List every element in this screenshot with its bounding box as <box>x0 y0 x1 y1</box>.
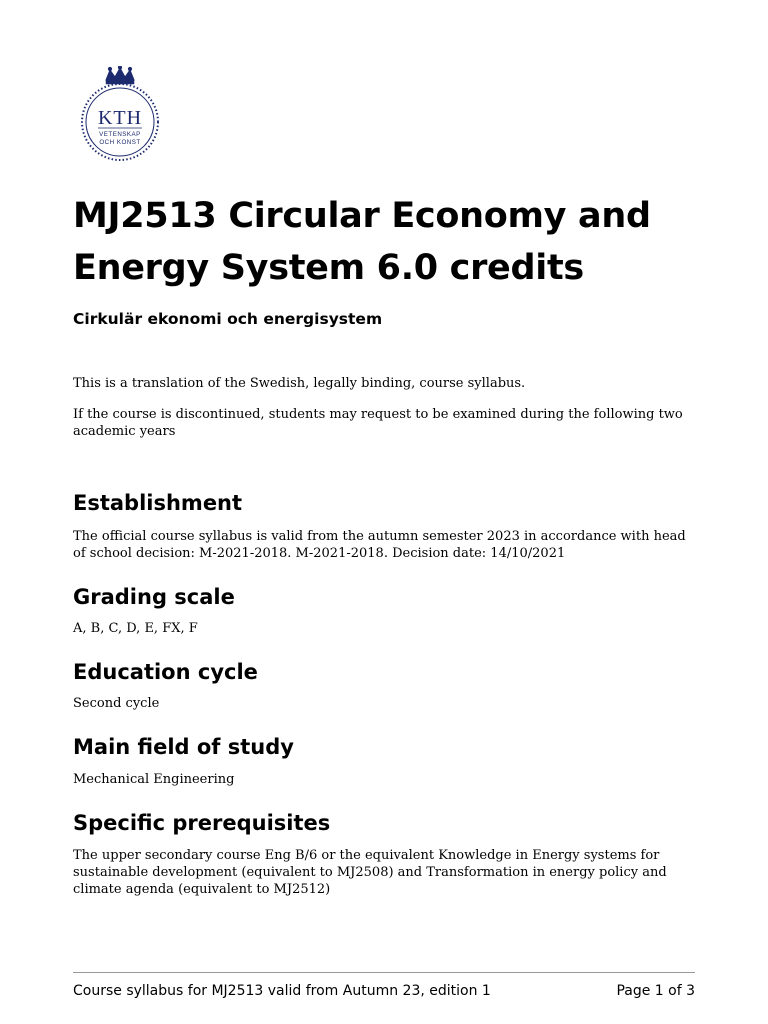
establishment-text: The official course syllabus is valid from the autumn semester 2023 in accordance with head of school decision: M-2021-2018. M-2021-2018. Decision date: 14/10/2021 <box>73 529 686 561</box>
kth-logo <box>76 66 164 162</box>
discontinued-note: If the course is discontinued, students may request to be examined during the following two academic years <box>73 407 683 439</box>
course-subtitle: Cirkulär ekonomi och energisystem <box>73 310 383 328</box>
page-title: MJ2513 Circular Economy and Energy System 6.0 credits <box>73 196 651 288</box>
svg-text:OCH KONST: OCH KONST <box>99 139 141 146</box>
footer-course-info: Course syllabus for MJ2513 valid from Autumn 23, edition 1 <box>73 983 491 999</box>
prereq-text: The upper secondary course Eng B/6 or the equivalent Knowledge in Energy systems for sustainable development (equivalent to MJ2508) and Transformation in energy policy and climate agenda (equivalent to MJ2512) <box>73 848 667 897</box>
prereq-heading: Specific prerequisites <box>73 811 331 835</box>
svg-text:KTH: KTH <box>97 107 143 129</box>
grading-heading: Grading scale <box>73 585 235 609</box>
cycle-text: Second cycle <box>73 696 160 711</box>
svg-text:VETENSKAP: VETENSKAP <box>99 131 141 138</box>
establishment-heading: Establishment <box>73 491 243 515</box>
page-number: Page 1 of 3 <box>616 983 695 999</box>
cycle-heading: Education cycle <box>73 660 258 684</box>
footer-divider <box>73 972 695 973</box>
grading-text: A, B, C, D, E, FX, F <box>73 621 198 636</box>
field-text: Mechanical Engineering <box>73 772 235 787</box>
translation-note: This is a translation of the Swedish, legally binding, course syllabus. <box>73 376 526 391</box>
field-heading: Main field of study <box>73 735 294 759</box>
